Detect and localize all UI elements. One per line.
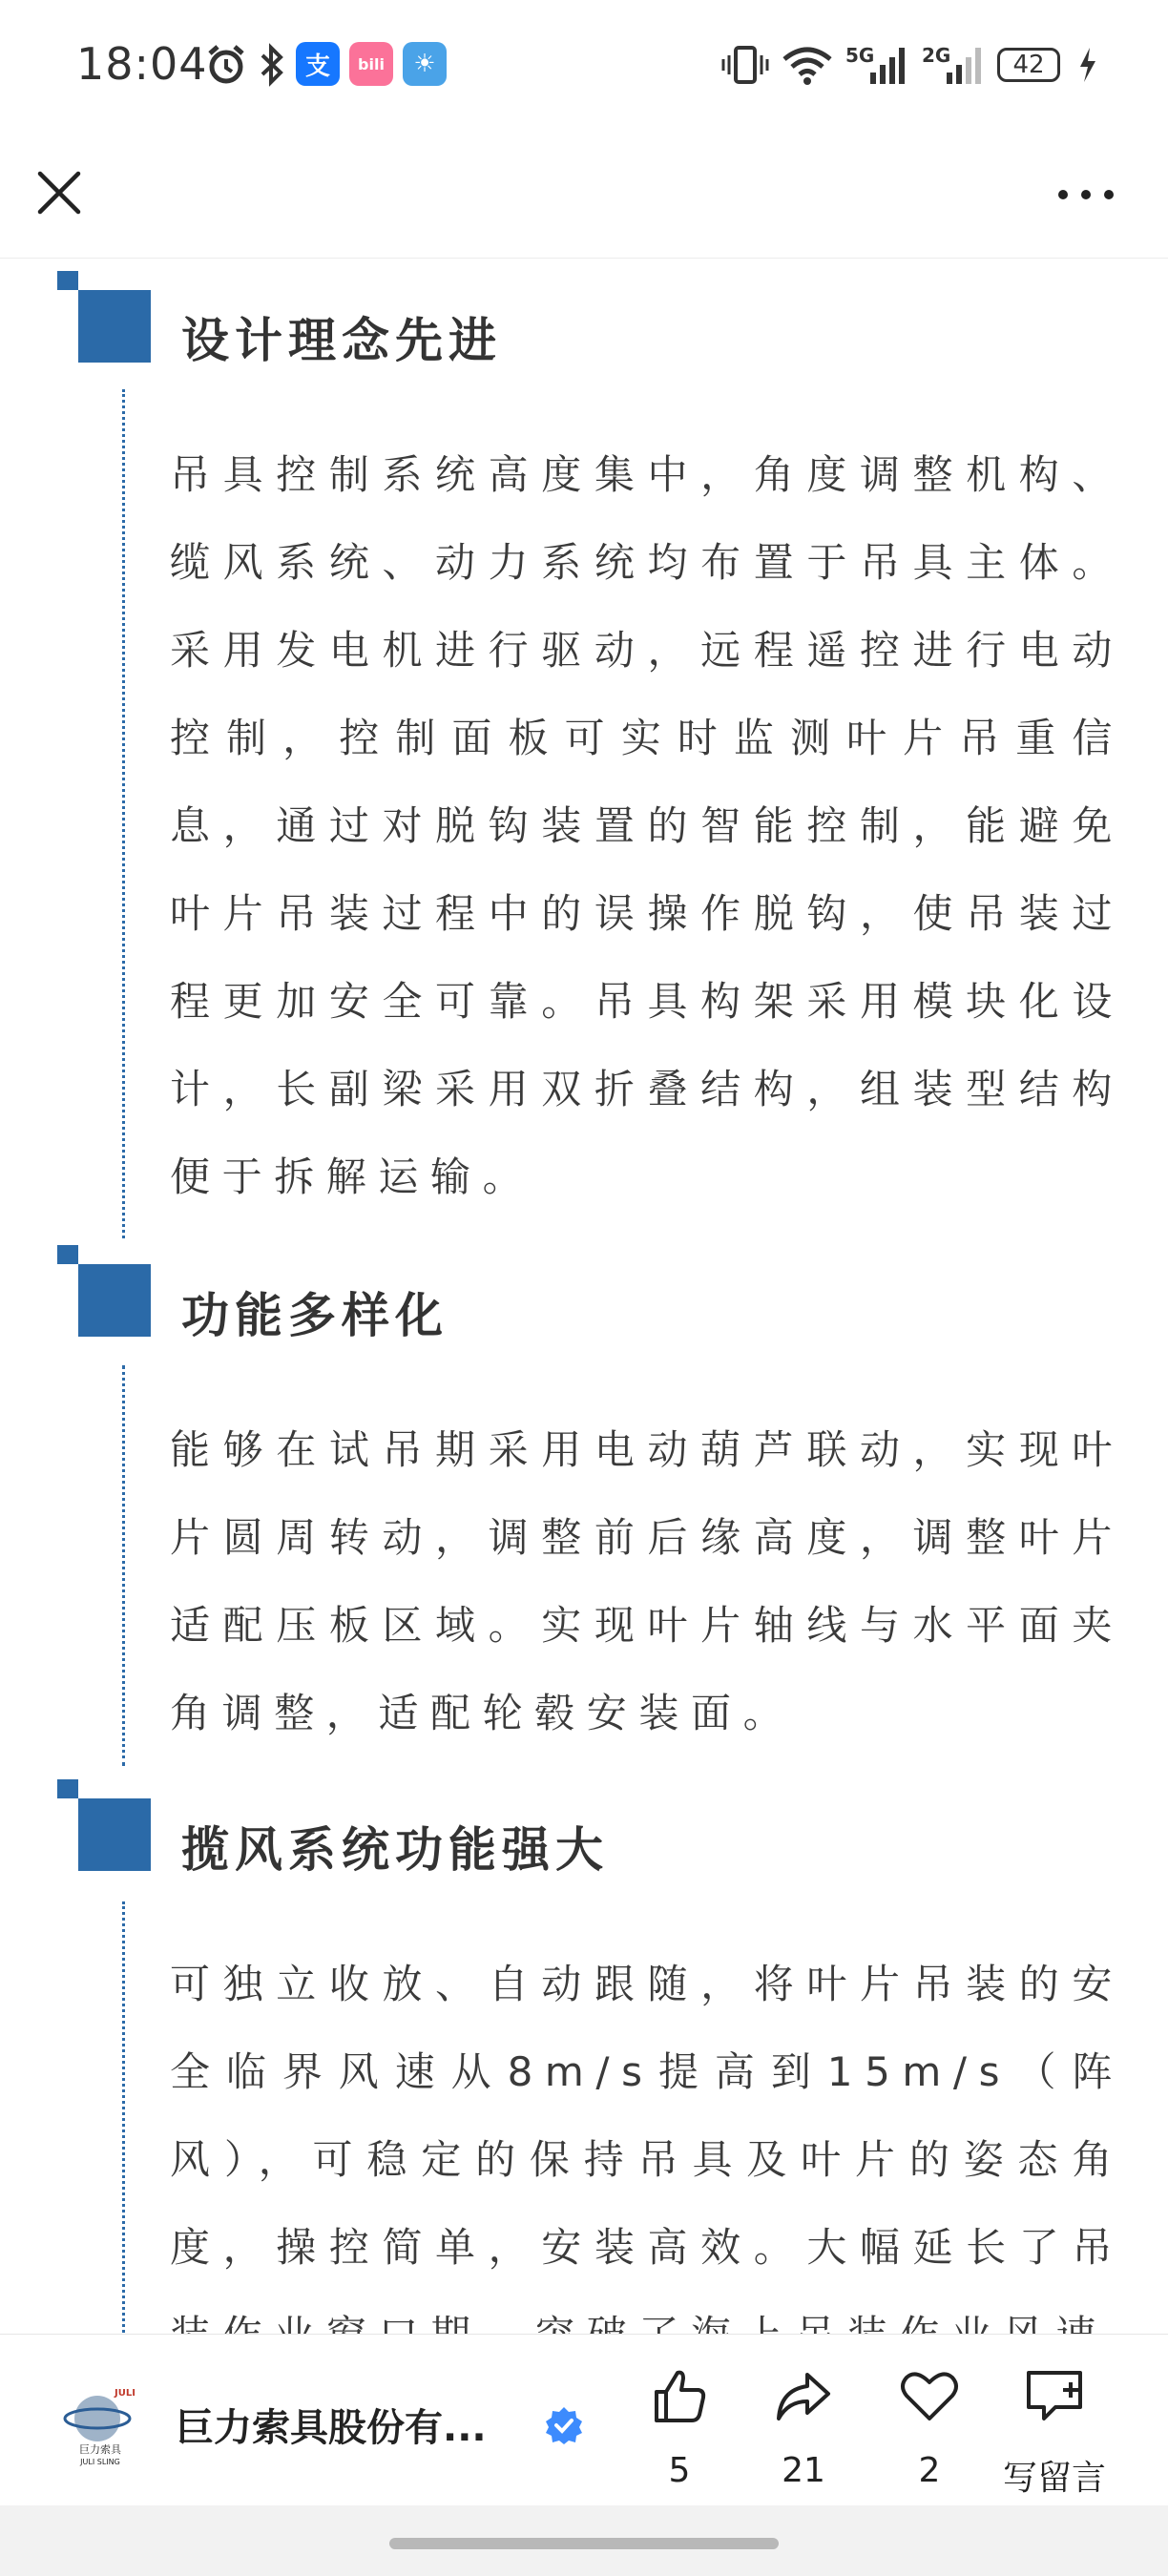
close-icon[interactable]: [29, 162, 90, 223]
like-button[interactable]: [617, 2365, 741, 2499]
alarm-icon: [204, 42, 248, 88]
section-dotted-line: [122, 1901, 125, 2379]
thumbs-up-icon: [649, 2365, 710, 2426]
section-design-concept: [0, 259, 1168, 1232]
write-comment-button[interactable]: [992, 2365, 1116, 2499]
verified-badge-icon: [544, 2405, 584, 2445]
section-title: 揽风系统功能强大: [181, 1822, 609, 1878]
weather-icon: ☀: [403, 42, 447, 86]
bottom-action-bar: [0, 2334, 1168, 2506]
account-logo[interactable]: [59, 2384, 141, 2466]
gesture-area: [0, 2505, 1168, 2576]
network-2g-label: 2G: [922, 44, 951, 67]
status-time: 18:04: [76, 38, 208, 90]
network-5g-label: 5G: [845, 44, 875, 67]
bilibili-icon: bili: [349, 42, 393, 86]
nav-bar: [0, 134, 1168, 259]
vibrate-icon: [721, 42, 769, 88]
share-arrow-icon: [773, 2365, 834, 2426]
bluetooth-icon: [258, 42, 286, 88]
like-count: 5: [668, 2451, 691, 2490]
logo-text-en: JULI SLING: [80, 2458, 120, 2466]
section-dotted-line: [122, 389, 125, 1238]
section-marker: [78, 290, 151, 363]
battery-icon: 42: [997, 48, 1060, 82]
section-title: 设计理念先进: [181, 313, 502, 368]
section-marker: [78, 1264, 151, 1337]
section-marker: [78, 1798, 151, 1871]
favorite-button[interactable]: [867, 2365, 991, 2499]
logo-text-top: JULI: [115, 2388, 136, 2399]
share-button[interactable]: [741, 2365, 866, 2499]
write-comment-label: 写留言: [1002, 2459, 1106, 2498]
signal-icon: [868, 42, 910, 88]
section-multi-function: [0, 1232, 1168, 1766]
charging-icon: [1074, 42, 1099, 88]
section-dotted-line: [122, 1365, 125, 1766]
wifi-icon: [781, 42, 834, 88]
section-body: 可独立收放、自动跟随，将叶片吊装的安全临界风速从8m/s提高到15m/s（阵风），可稳定的保持吊具及叶片的姿态角度，操控简单，安装高效。大幅延长了吊: [170, 1961, 1124, 2271]
comment-add-icon: [1023, 2365, 1086, 2426]
account-name[interactable]: 巨力索具股份有...: [176, 2406, 487, 2450]
logo-text-cn: 巨力索具: [79, 2443, 121, 2456]
status-bar: [0, 0, 1168, 134]
heart-icon: [899, 2365, 960, 2426]
section-marker-small: [57, 1245, 78, 1264]
section-title: 功能多样化: [181, 1288, 448, 1343]
home-indicator[interactable]: [389, 2538, 779, 2549]
favorite-count: 2: [918, 2451, 941, 2490]
section-body: 能够在试吊期采用电动葫芦联动，实现叶片圆周转动，调整前后缘高度，调整叶片适配压板区域。实现叶片轴线与水平面夹角调整，适配轮毂安装面。: [170, 1426, 1124, 1736]
section-marker-small: [57, 1779, 78, 1798]
article-content: [0, 259, 1168, 2334]
more-dots-icon[interactable]: [1050, 168, 1126, 221]
alipay-icon: 支: [296, 42, 340, 86]
section-guy-wind-system: [0, 1768, 1168, 2359]
section-marker-small: [57, 271, 78, 290]
share-count: 21: [782, 2451, 825, 2490]
section-body: 吊具控制系统高度集中，角度调整机构、缆风系统、动力系统均布置于吊具主体。采用发电机进行驱动，远程遥控进行电动控制，控制面板可实时监测叶片吊重信息，通过对脱钩装置的智能控制，能避免叶片吊装过程中的误操作脱钩，使吊装过程更加安全可靠。吊具构架采用模块化设计，长副梁采用双折叠结构，组装型结构便于拆解运输。: [170, 451, 1124, 1200]
signal-icon-2: [945, 42, 987, 88]
